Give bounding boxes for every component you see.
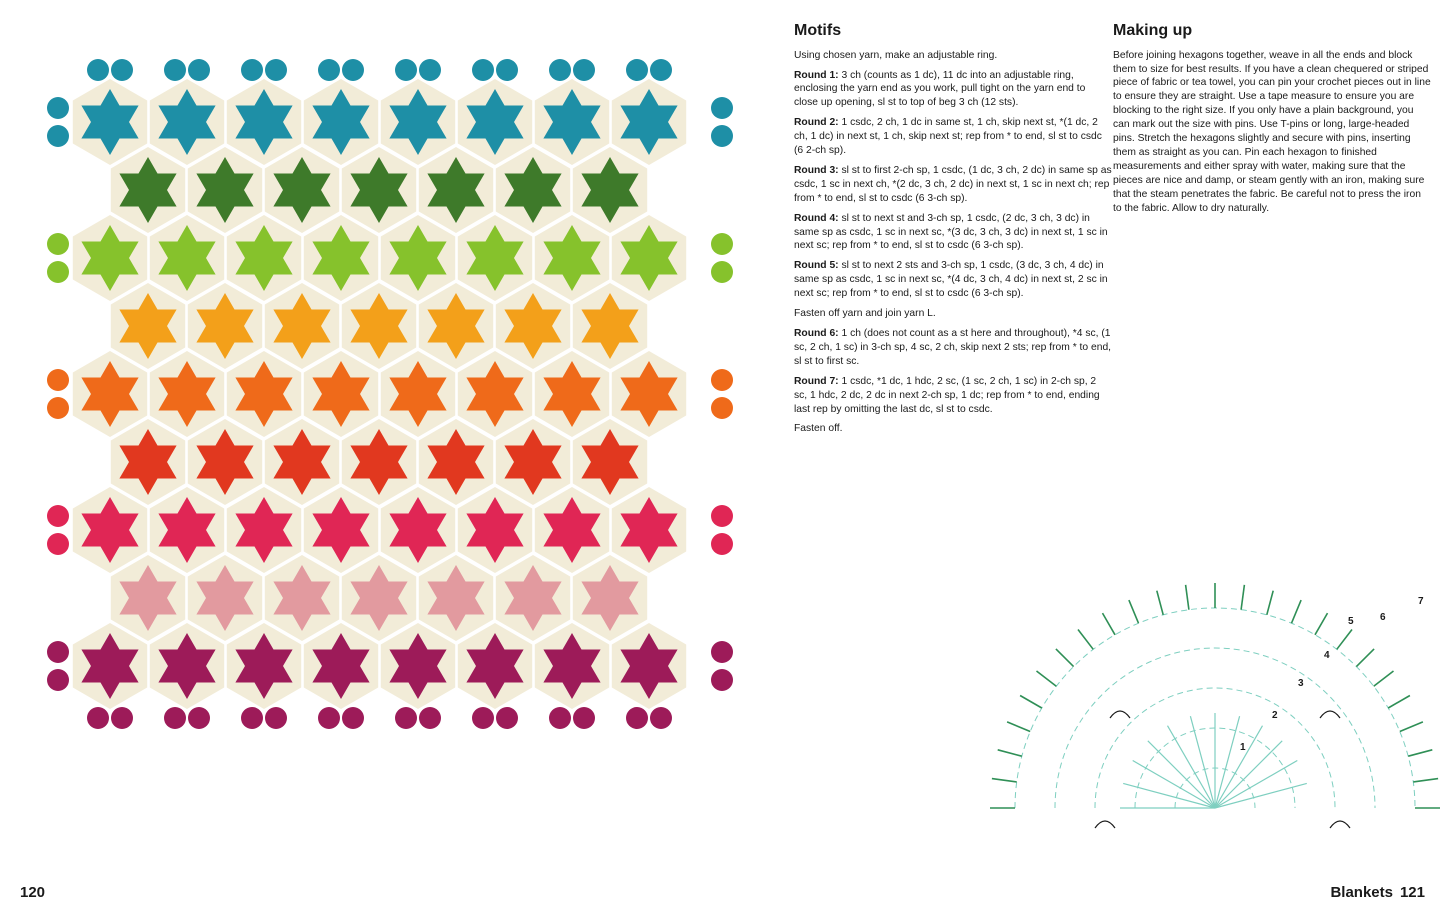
round-label: Round 2: xyxy=(794,117,839,129)
pompom xyxy=(711,97,733,119)
pompom xyxy=(711,369,733,391)
pompom xyxy=(711,261,733,283)
pompom xyxy=(47,233,69,255)
pompom xyxy=(650,59,672,81)
pompom xyxy=(472,59,494,81)
fasten-off-join-note: Fasten off yarn and join yarn L. xyxy=(794,308,936,320)
rounds-list xyxy=(794,69,1112,302)
chart-stitch xyxy=(1007,722,1030,732)
chart-stitch xyxy=(1078,630,1093,650)
direction-arrow-icon xyxy=(1330,821,1350,828)
pompom xyxy=(265,59,287,81)
round-instruction xyxy=(794,212,1112,254)
round-text: 1 ch (does not count as a st here and throughout), *4 sc, (1 sc, 2 ch, 1 sc) in 3-ch sp, 4 sc, 2 ch, skip next 2 sts; rep from * to end, sl st to first sc. xyxy=(794,328,1112,367)
round-label: Round 7: xyxy=(794,375,839,387)
pompom xyxy=(241,59,263,81)
round-label: Round 4: xyxy=(794,212,839,224)
pompom xyxy=(573,707,595,729)
chart-stitch xyxy=(1267,591,1273,615)
chart-stitch xyxy=(1056,649,1074,667)
round-text: sl st to next 2 sts and 3-ch sp, 1 csdc, (3 dc, 3 ch, 4 dc) in same sp as csdc, 1 sc in next sc, *(4 dc, 3 ch, 4 dc) in next st, 2 sc in next sc; rep from * to end, sl st to csdc (6 3-ch sp). xyxy=(794,260,1108,300)
chart-stitch xyxy=(1408,750,1432,756)
round-instruction xyxy=(794,69,1112,111)
chart-stitch xyxy=(1337,630,1352,650)
chart-stitch xyxy=(1157,591,1163,615)
chart-stitch xyxy=(1215,716,1240,808)
pompom xyxy=(711,233,733,255)
chart-stitch xyxy=(1388,696,1410,709)
pompom xyxy=(395,707,417,729)
chart-round-label: 4 xyxy=(1324,650,1330,661)
round-instruction xyxy=(794,259,1112,301)
chart-stitch xyxy=(1374,671,1394,686)
round-text: 1 csdc, *1 dc, 1 hdc, 2 sc, (1 sc, 2 ch, 1 sc) in 2-ch sp, 2 sc, 1 hdc, 2 dc, 2 dc in next 2-ch sp, 1 dc; rep from * to end, ending last rep by omitting the last dc, sl st to csdc. xyxy=(794,375,1100,415)
pompom xyxy=(47,125,69,147)
making-up-heading: Making up xyxy=(1113,22,1193,39)
rounds-list-2 xyxy=(794,327,1112,416)
pompom xyxy=(711,641,733,663)
pompom xyxy=(318,59,340,81)
round-label: Round 6: xyxy=(794,328,839,339)
pompom xyxy=(472,707,494,729)
crochet-chart-diagram xyxy=(990,478,1440,918)
chart-round-label: 1 xyxy=(1240,742,1246,753)
pompom xyxy=(111,59,133,81)
pompom xyxy=(342,59,364,81)
pompom xyxy=(318,707,340,729)
pompom xyxy=(626,707,648,729)
chart-stitch xyxy=(1037,671,1057,686)
pompom xyxy=(164,707,186,729)
pompom xyxy=(496,59,518,81)
pompom xyxy=(549,707,571,729)
chart-stitch xyxy=(1186,585,1189,610)
pompom xyxy=(87,59,109,81)
chart-stitch xyxy=(1292,600,1302,623)
making-up-column xyxy=(1113,22,1431,221)
round-instruction xyxy=(794,375,1112,417)
pompom xyxy=(47,669,69,691)
pompom xyxy=(711,505,733,527)
direction-arrow-icon xyxy=(1320,711,1340,718)
chart-round-label: 3 xyxy=(1298,678,1304,689)
pompom xyxy=(47,369,69,391)
pompom xyxy=(626,59,648,81)
pompom xyxy=(496,707,518,729)
making-up-text: Before joining hexagons together, weave in all the ends and block them to size for best results. If you have a clean chequered or striped piece of fabric or tea towel, you can pin your crochet pieces out in line to ensure they are straight. Use a tape measure to ensure you are blocking to the right size. If you only have a plain background, you can mark out the size with pins. Use T-pins or long, large-headed pins. Stretch the hexagons slightly and secure with pins, inserting them as straight as you can. Pin each hexagon to finished measurements and either spray with water, making sure that the pieces are nice and damp, or steam gently with an iron, making sure that the steam penetrates the fabric. Be careful not to press the iron to the fabric. Allow to dry naturally. xyxy=(1113,49,1431,214)
chart-stitch xyxy=(1103,613,1116,635)
pompom xyxy=(47,505,69,527)
round-text: 3 ch (counts as 1 dc), 11 dc into an adjustable ring, enclosing the yarn end as you work, pull tight on the yarn end to close up opening, sl st to top of beg 3 ch (12 sts). xyxy=(794,69,1086,109)
pompom xyxy=(711,125,733,147)
direction-arrow-icon xyxy=(1095,821,1115,828)
pompom xyxy=(265,707,287,729)
blanket-photo xyxy=(20,40,760,780)
motifs-intro: Using chosen yarn, make an adjustable ring. xyxy=(794,49,998,61)
chart-stitch xyxy=(1190,716,1215,808)
pompom xyxy=(47,641,69,663)
pompom xyxy=(164,59,186,81)
pompom xyxy=(188,59,210,81)
chart-stitch xyxy=(1215,783,1307,808)
pompom xyxy=(47,397,69,419)
round-text: sl st to first 2-ch sp, 1 csdc, (1 dc, 3 ch, 2 dc) in same sp as csdc, 1 sc in next ch, *(2 dc, 3 ch, 2 dc) in next st, 1 sc in next ch; rep from * to end, sl st to csdc (6 3-ch sp). xyxy=(794,164,1112,204)
section-title: Blankets xyxy=(1330,884,1393,901)
pompom xyxy=(87,707,109,729)
round-text: sl st to next st and 3-ch sp, 1 csdc, (2 dc, 3 ch, 3 dc) in same sp as csdc, 1 sc in next sc, *(3 dc, 3 ch, 3 dc) in next st, 1 sc in next sc; rep from * to end, sl st to csdc (6 3-ch sp). xyxy=(794,212,1108,252)
page-footer-right xyxy=(1330,884,1425,901)
round-text: 1 csdc, 2 ch, 1 dc in same st, 1 ch, skip next st, *(1 dc, 2 ch, 1 dc) in next st, 1 ch, skip next st; rep from * to end, sl st to csdc (6 2-ch sp). xyxy=(794,117,1102,157)
page-number-right: 121 xyxy=(1399,884,1425,901)
direction-arrow-icon xyxy=(1110,711,1130,718)
round-instruction xyxy=(794,327,1112,369)
pompom xyxy=(395,59,417,81)
chart-stitch xyxy=(1020,696,1042,709)
round-label: Round 5: xyxy=(794,260,839,272)
chart-stitch xyxy=(998,750,1022,756)
chart-stitch xyxy=(992,779,1017,782)
pompom xyxy=(47,261,69,283)
round-instruction xyxy=(794,116,1112,158)
pompom xyxy=(419,707,441,729)
chart-stitch xyxy=(1241,585,1244,610)
pompom xyxy=(711,397,733,419)
blanket-motifs xyxy=(47,59,733,729)
pompom xyxy=(241,707,263,729)
chart-round-label: 7 xyxy=(1418,596,1424,607)
round-label: Round 1: xyxy=(794,69,839,81)
chart-stitch xyxy=(1400,722,1423,732)
pompom xyxy=(650,707,672,729)
pompom xyxy=(188,707,210,729)
chart-stitch xyxy=(1356,649,1374,667)
pompom xyxy=(573,59,595,81)
chart-round-label: 2 xyxy=(1272,710,1278,721)
pompom xyxy=(47,97,69,119)
fasten-off-note: Fasten off. xyxy=(794,423,843,435)
pompom xyxy=(711,669,733,691)
chart-round-label: 5 xyxy=(1348,616,1354,627)
chart-stitch xyxy=(1315,613,1328,635)
pompom xyxy=(342,707,364,729)
motifs-heading: Motifs xyxy=(794,22,842,39)
chart-stitch xyxy=(1129,600,1139,623)
motifs-column xyxy=(794,22,1112,442)
chart-stitch xyxy=(1413,779,1438,782)
chart-round-label: 6 xyxy=(1380,612,1386,623)
crochet-chart-symbols xyxy=(990,583,1440,828)
pompom xyxy=(419,59,441,81)
pompom xyxy=(711,533,733,555)
round-label: Round 3: xyxy=(794,164,839,176)
round-instruction xyxy=(794,164,1112,206)
chart-stitch xyxy=(1123,783,1215,808)
pompom xyxy=(47,533,69,555)
pompom xyxy=(111,707,133,729)
pompom xyxy=(549,59,571,81)
page-number-left: 120 xyxy=(20,884,46,901)
